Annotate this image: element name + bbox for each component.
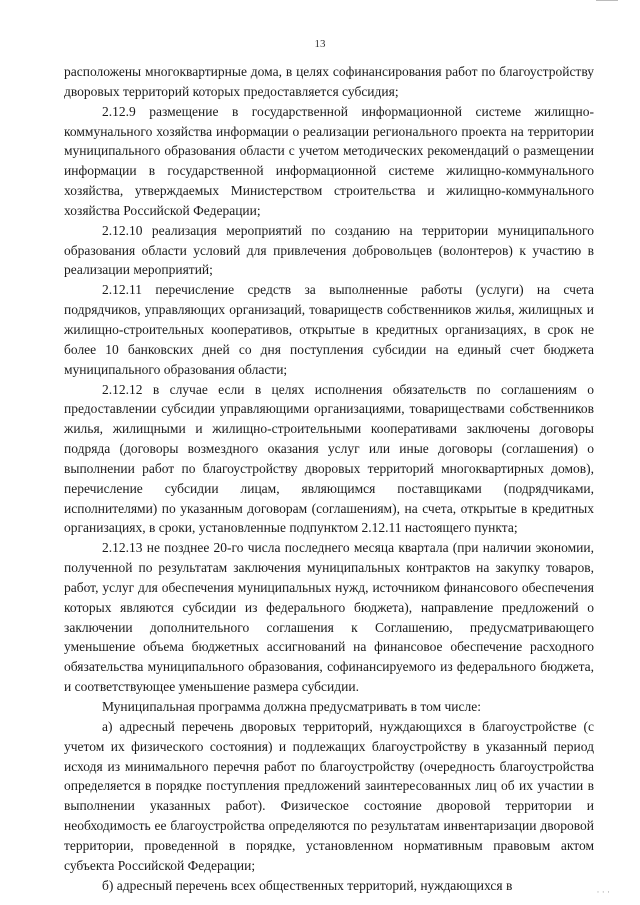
paragraph-2-12-12: 2.12.12 в случае если в целях исполнения обязательств по соглашениям о предоставлении субсидии управляющими организациями, товариществами собственников жилья, жилищными и жилищно-строительными кооперативами заключены договоры подряда (договоры возмездного оказания услуг или иные договоры (соглашения) о выполнении работ по благоустройству дворовых территорий многоквартирных домов), перечисление субсидии лицам, являющимся поставщиками (подрядчиками, исполнителями) по указанным договорам (соглашениям), на счета, открытые в кредитных организациях, в сроки, установленные подпунктом 2.12.11 настоящего пункта; — [64, 381, 594, 536]
paragraph-2-12-10: 2.12.10 реализация мероприятий по созданию на территории муниципального образования области условий для привлечения добровольцев (волонтеров) к участию в реализации мероприятий; — [64, 222, 594, 278]
paragraph-program-intro: Муниципальная программа должна предусматривать в том числе: — [102, 699, 481, 714]
paragraph-item-a: а) адресный перечень дворовых территорий, нуждающихся в благоустройстве (с учетом их физического состояния) и подлежащих благоустройству в указанный период исходя из минимального перечня работ по благоустройству (очередность благоустройства определяется в порядке поступления предложений заинтересованных лиц об их участии в выполнении указанных работ). Физическое состояние дворовой территории и необходимость ее благоустройства определяются по результатам инвентаризации дворовой территории, проведенной в порядке, установленном нормативным правовым актом субъекта Российской Федерации; — [64, 718, 594, 873]
paragraph-continuation: расположены многоквартирные дома, в целях софинансирования работ по благоустройству дворовых территорий которых предоставляется субсидия; — [64, 64, 594, 99]
scan-edge-mark — [596, 0, 618, 4]
scan-corner-mark: · · · — [596, 887, 610, 897]
paragraph-2-12-11: 2.12.11 перечисление средств за выполненные работы (услуги) на счета подрядчиков, управляющих организаций, товариществ собственников жилья, жилищных и жилищно-строительных кооперативов, открытые в кредитных организациях, в срок не более 10 банковских дней со дня поступления субсидии на единый счет бюджета муниципального образования области; — [64, 282, 594, 377]
paragraph-2-12-9: 2.12.9 размещение в государственной информационной системе жилищно-коммунального хозяйства информации о реализации регионального проекта на территории муниципального образования области с учетом методических рекомендаций о размещении информации в государственной информационной системе жилищно-коммунального хозяйства, утверждаемых Министерством строительства и жилищно-коммунального хозяйства Российской Федерации; — [64, 103, 594, 218]
paragraph-item-b: б) адресный перечень всех общественных территорий, нуждающихся в — [102, 877, 513, 893]
paragraph-2-12-13: 2.12.13 не позднее 20-го числа последнего месяца квартала (при наличии экономии, полученной по результатам заключения муниципальных контрактов на закупку товаров, работ, услуг для обеспечения муниципальных нужд, источником финансового обеспечения которых являются субсидии из федерального бюджета), направление предложений о заключении дополнительного соглашения к Соглашению, предусматривающего уменьшение объема бюджетных ассигнований на финансовое обеспечение расходного обязательства муниципального образования, софинансируемого из федерального бюджета, и соответствующее уменьшение размера субсидии. — [64, 540, 594, 695]
document-body — [64, 62, 594, 895]
page-number: 13 — [314, 38, 326, 50]
